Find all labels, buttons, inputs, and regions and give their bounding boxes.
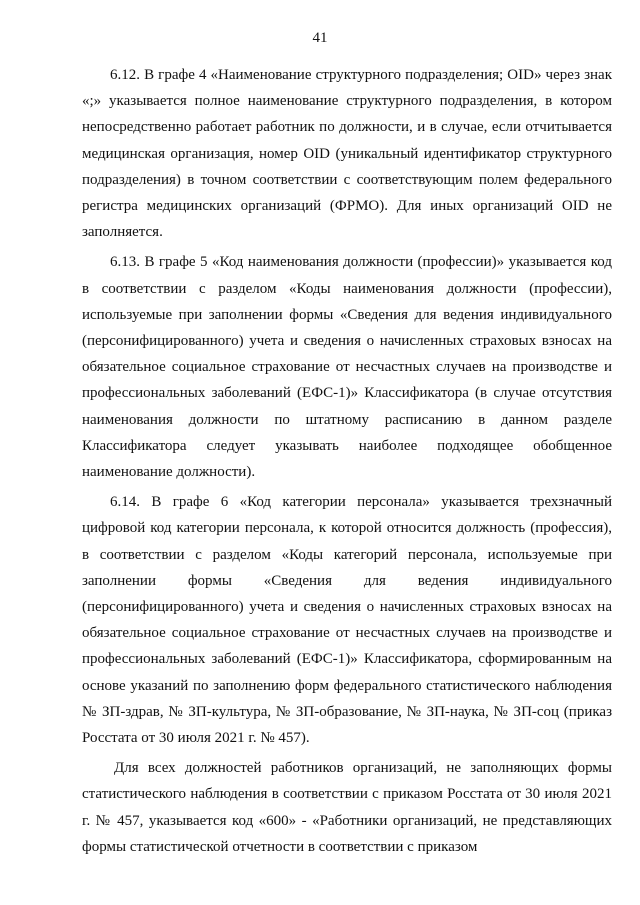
paragraph-6-14: 6.14. В графе 6 «Код категории персонала» указывается трехзначный цифровой код категории персонала, к которой относится должность (профессия), в соответствии с разделом «Коды категорий персонала, используемые при заполнении формы «Сведения для ведения индивидуального (персонифицированного) учета и сведения о начисленных страховых взносах на обязательное социальное страхование от несчастных случаев на производстве и профессиональных заболеваний (ЕФС-1)» Классификатора, сформированным на основе указаний по заполнению форм федерального статистического наблюдения № ЗП-здрав, № ЗП-культура, № ЗП-образование, № ЗП-наука, № ЗП-соц (приказ Росстата от 30 июля 2021 г. № 457). bbox=[82, 494, 612, 747]
paragraph-code-600: Для всех должностей работников организаций, не заполняющих формы статистического наблюдения в соответствии с приказом Росстата от 30 июля 2021 г. № 457, указывается код «600» - «Работники организаций, не представляющих формы статистической отчетности в соответствии с приказом bbox=[82, 760, 612, 855]
document-body bbox=[82, 62, 612, 860]
paragraph-6-13: 6.13. В графе 5 «Код наименования должности (профессии)» указывается код в соответствии с разделом «Коды наименования должности (профессии), используемые при заполнении формы «Сведения для ведения индивидуального (персонифицированного) учета и сведения о начисленных страховых взносах на обязательное социальное страхование от несчастных случаев на производстве и профессиональных заболеваний (ЕФС-1)» Классификатора (в случае отсутствия наименования должности по штатному расписанию в данном разделе Классификатора следует указывать наиболее подходящее обобщенное наименование должности). bbox=[82, 254, 612, 481]
page-number: 41 bbox=[312, 30, 328, 46]
paragraph-6-12: 6.12. В графе 4 «Наименование структурного подразделения; OID» через знак «;» указывается полное наименование структурного подразделения, в котором непосредственно работает работник по должности, и в случае, если отчитывается медицинская организация, номер OID (уникальный идентификатор структурного подразделения) в точном соответствии с соответствующим полем федерального регистра медицинских организаций (ФРМО). Для иных организаций OID не заполняется. bbox=[82, 67, 612, 241]
